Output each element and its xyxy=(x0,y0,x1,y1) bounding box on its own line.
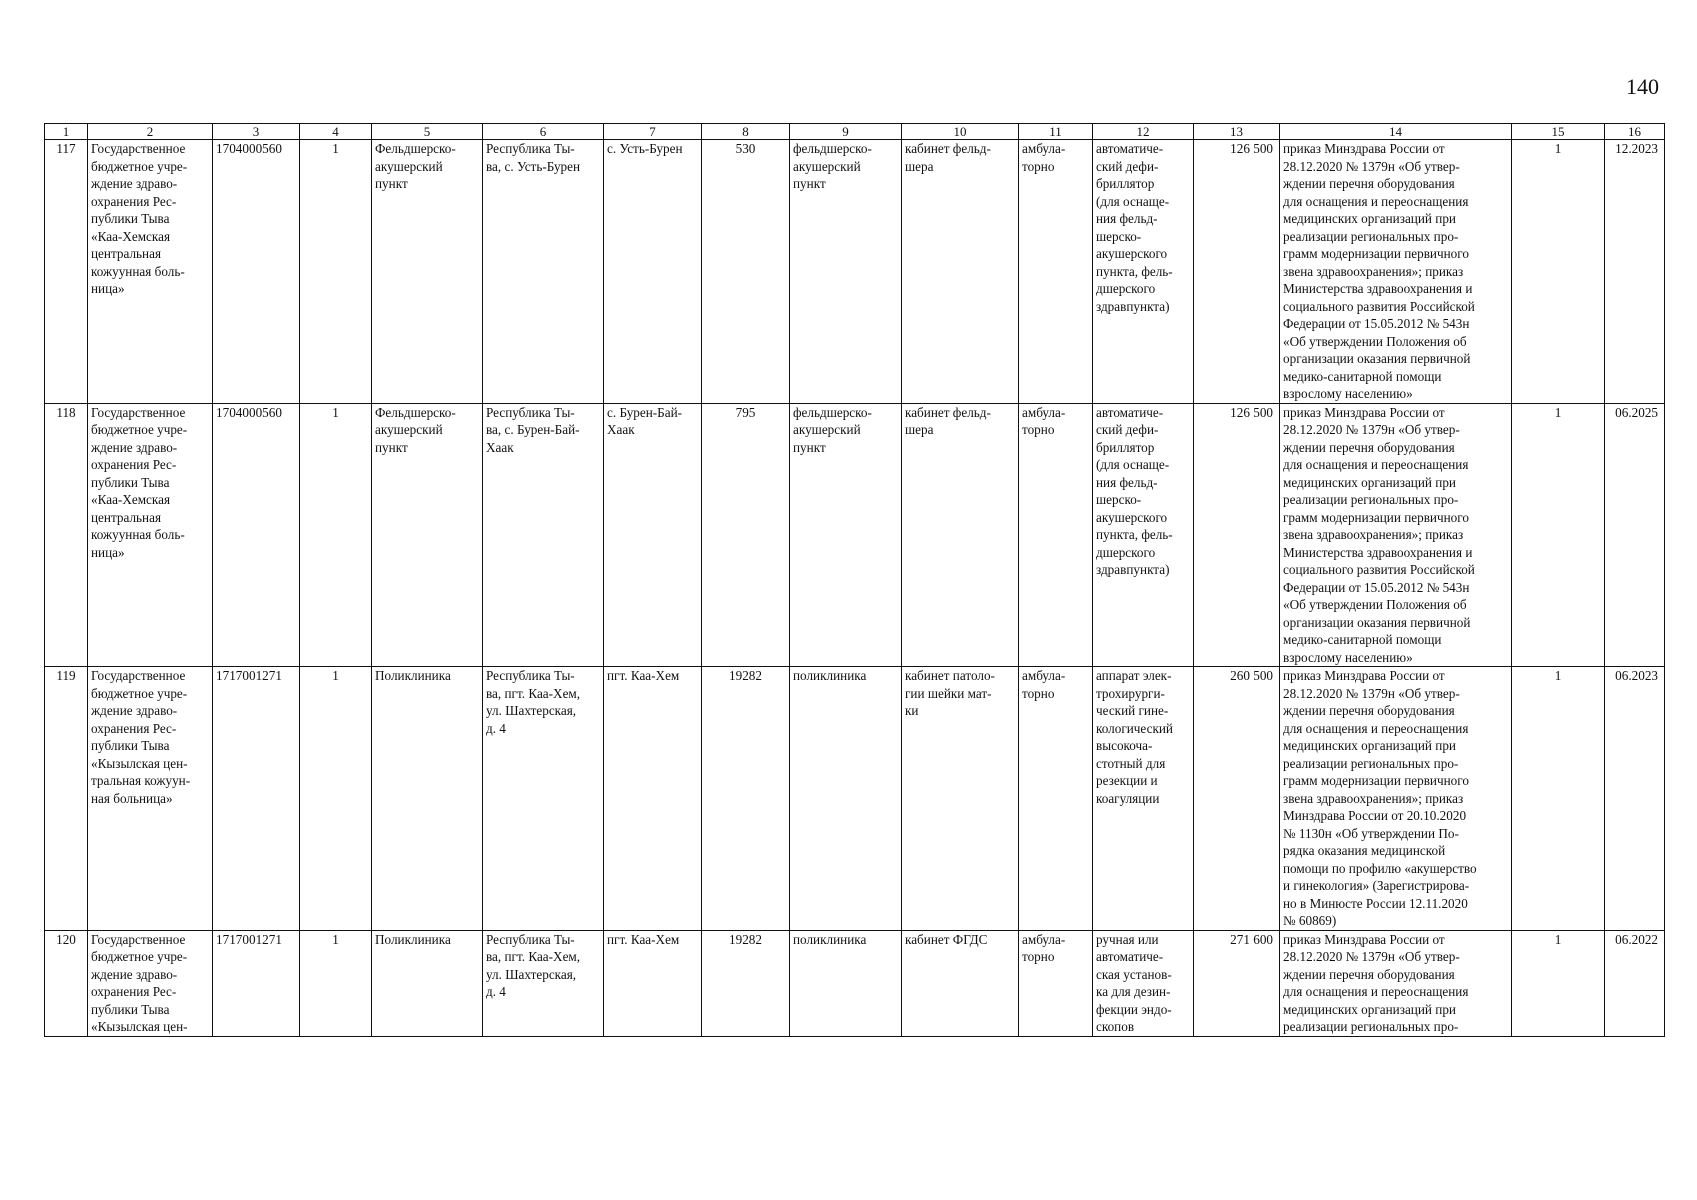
column-4-value: 1 xyxy=(300,140,372,404)
subdivision-type: Поликлиника xyxy=(372,667,483,931)
col-header: 9 xyxy=(790,124,902,140)
unit-type: поликлиника xyxy=(790,930,902,1036)
deadline: 12.2023 xyxy=(1605,140,1665,404)
care-conditions: амбула- торно xyxy=(1019,403,1093,667)
cost: 126 500 xyxy=(1194,403,1280,667)
col-header: 3 xyxy=(213,124,300,140)
care-conditions: амбула- торно xyxy=(1019,667,1093,931)
inn: 1704000560 xyxy=(213,140,300,404)
legal-basis: приказ Минздрава России от 28.12.2020 № 1379н «Об утвер- ждении перечня оборудования для оснащения и переоснащения медицинских организаций при реализации региональных про- грамм модернизации первичного звена здравоохранения»; приказ Министерства здравоохранения и социального развития Российской Федерации от 15.05.2012 № 543н «Об утверждении Положения об организации оказания первичной медико-санитарной помощи взрослому населению» xyxy=(1280,403,1512,667)
table-row xyxy=(45,403,1665,667)
col-header: 6 xyxy=(483,124,604,140)
institution-name: Государственное бюджетное учре- ждение здраво- охранения Рес- публики Тыва «Кызылская цен- xyxy=(88,930,213,1036)
legal-basis: приказ Минздрава России от 28.12.2020 № 1379н «Об утвер- ждении перечня оборудования для оснащения и переоснащения медицинских организаций при реализации региональных про- xyxy=(1280,930,1512,1036)
equipment: автоматиче- ский дефи- бриллятор (для оснаще- ния фельд- шерско- акушерского пункта, фель- дшерского здравпункта) xyxy=(1093,140,1194,404)
subdivision-type: Фельдшерско- акушерский пункт xyxy=(372,140,483,404)
settlement: с. Усть-Бурен xyxy=(604,140,702,404)
row-number: 118 xyxy=(45,403,88,667)
care-conditions: амбула- торно xyxy=(1019,140,1093,404)
col-header: 2 xyxy=(88,124,213,140)
col-header: 5 xyxy=(372,124,483,140)
institution-name: Государственное бюджетное учре- ждение здраво- охранения Рес- публики Тыва «Каа-Хемская центральная кожуунная боль- ница» xyxy=(88,403,213,667)
address: Республика Ты- ва, пгт. Каа-Хем, ул. Шахтерская, д. 4 xyxy=(483,667,604,931)
inn: 1717001271 xyxy=(213,667,300,931)
settlement: с. Бурен-Бай- Хаак xyxy=(604,403,702,667)
column-4-value: 1 xyxy=(300,403,372,667)
institution-name: Государственное бюджетное учре- ждение здраво- охранения Рес- публики Тыва «Каа-Хемская центральная кожуунная боль- ница» xyxy=(88,140,213,404)
header-row xyxy=(45,124,1665,140)
unit-type: фельдшерско- акушерский пункт xyxy=(790,140,902,404)
col-header: 1 xyxy=(45,124,88,140)
settlement: пгт. Каа-Хем xyxy=(604,667,702,931)
quantity: 1 xyxy=(1512,667,1605,931)
subdivision-type: Фельдшерско- акушерский пункт xyxy=(372,403,483,667)
equipment: ручная или автоматиче- ская установ- ка для дезин- фекции эндо- скопов xyxy=(1093,930,1194,1036)
page-number: 140 xyxy=(1626,74,1659,99)
address: Республика Ты- ва, пгт. Каа-Хем, ул. Шахтерская, д. 4 xyxy=(483,930,604,1036)
registry-table xyxy=(44,123,1665,1037)
row-number: 117 xyxy=(45,140,88,404)
population: 795 xyxy=(702,403,790,667)
settlement: пгт. Каа-Хем xyxy=(604,930,702,1036)
population: 530 xyxy=(702,140,790,404)
deadline: 06.2022 xyxy=(1605,930,1665,1036)
column-4-value: 1 xyxy=(300,930,372,1036)
row-number: 119 xyxy=(45,667,88,931)
institution-name: Государственное бюджетное учре- ждение здраво- охранения Рес- публики Тыва «Кызылская цен- тральная кожуун- ная больница» xyxy=(88,667,213,931)
row-number: 120 xyxy=(45,930,88,1036)
deadline: 06.2023 xyxy=(1605,667,1665,931)
population: 19282 xyxy=(702,930,790,1036)
inn: 1717001271 xyxy=(213,930,300,1036)
cost: 126 500 xyxy=(1194,140,1280,404)
table-row xyxy=(45,667,1665,931)
cabinet: кабинет патоло- гии шейки мат- ки xyxy=(902,667,1019,931)
cost: 260 500 xyxy=(1194,667,1280,931)
deadline: 06.2025 xyxy=(1605,403,1665,667)
col-header: 10 xyxy=(902,124,1019,140)
col-header: 7 xyxy=(604,124,702,140)
cabinet: кабинет фельд- шера xyxy=(902,403,1019,667)
cabinet: кабинет фельд- шера xyxy=(902,140,1019,404)
address: Республика Ты- ва, с. Бурен-Бай- Хаак xyxy=(483,403,604,667)
column-4-value: 1 xyxy=(300,667,372,931)
legal-basis: приказ Минздрава России от 28.12.2020 № 1379н «Об утвер- ждении перечня оборудования для оснащения и переоснащения медицинских организаций при реализации региональных про- грамм модернизации первичного звена здравоохранения»; приказ Министерства здравоохранения и социального развития Российской Федерации от 15.05.2012 № 543н «Об утверждении Положения об организации оказания первичной медико-санитарной помощи взрослому населению» xyxy=(1280,140,1512,404)
col-header: 15 xyxy=(1512,124,1605,140)
care-conditions: амбула- торно xyxy=(1019,930,1093,1036)
cabinet: кабинет ФГДС xyxy=(902,930,1019,1036)
col-header: 13 xyxy=(1194,124,1280,140)
population: 19282 xyxy=(702,667,790,931)
quantity: 1 xyxy=(1512,140,1605,404)
legal-basis: приказ Минздрава России от 28.12.2020 № 1379н «Об утвер- ждении перечня оборудования для оснащения и переоснащения медицинских организаций при реализации региональных про- грамм модернизации первичного звена здравоохранения»; приказ Минздрава России от 20.10.2020 № 1130н «Об утверждении По- рядка оказания медицинской помощи по профилю «акушерство и гинекология» (Зарегистрирова- но в Минюсте России 12.11.2020 № 60869) xyxy=(1280,667,1512,931)
cost: 271 600 xyxy=(1194,930,1280,1036)
col-header: 11 xyxy=(1019,124,1093,140)
col-header: 16 xyxy=(1605,124,1665,140)
unit-type: фельдшерско- акушерский пункт xyxy=(790,403,902,667)
col-header: 12 xyxy=(1093,124,1194,140)
address: Республика Ты- ва, с. Усть-Бурен xyxy=(483,140,604,404)
unit-type: поликлиника xyxy=(790,667,902,931)
equipment: аппарат элек- трохирурги- ческий гине- кологический высокоча- стотный для резекции и коагуляции xyxy=(1093,667,1194,931)
quantity: 1 xyxy=(1512,930,1605,1036)
equipment: автоматиче- ский дефи- бриллятор (для оснаще- ния фельд- шерско- акушерского пункта, фель- дшерского здравпункта) xyxy=(1093,403,1194,667)
table-row xyxy=(45,140,1665,404)
quantity: 1 xyxy=(1512,403,1605,667)
col-header: 14 xyxy=(1280,124,1512,140)
col-header: 4 xyxy=(300,124,372,140)
inn: 1704000560 xyxy=(213,403,300,667)
subdivision-type: Поликлиника xyxy=(372,930,483,1036)
table-row xyxy=(45,930,1665,1036)
col-header: 8 xyxy=(702,124,790,140)
